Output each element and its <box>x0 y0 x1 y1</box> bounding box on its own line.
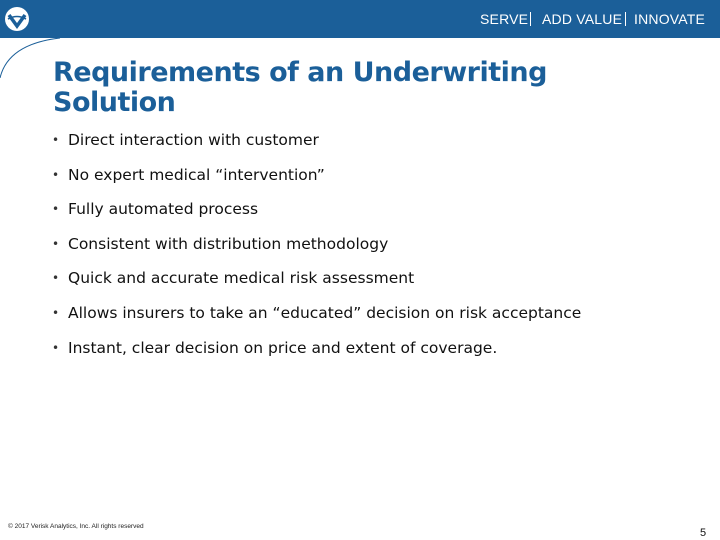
tagline-serve: SERVE <box>480 11 529 27</box>
bullet-text: Allows insurers to take an “educated” decision on risk acceptance <box>68 303 582 322</box>
list-item <box>52 197 581 232</box>
bullet-text: Fully automated process <box>68 200 259 219</box>
tagline-add-value: ADD VALUE <box>542 11 623 27</box>
bullet-text: Direct interaction with customer <box>68 131 319 149</box>
header-bar <box>0 0 720 38</box>
bullet-dot-icon: • <box>52 271 60 286</box>
list-item <box>52 266 581 301</box>
bullet-dot-icon: • <box>52 305 60 320</box>
list-item <box>52 163 581 198</box>
bullet-text: No expert medical “intervention” <box>68 165 325 184</box>
bullet-dot-icon: • <box>52 167 60 182</box>
list-item <box>52 336 581 371</box>
bullet-list <box>52 128 581 370</box>
bullet-dot-icon: • <box>52 133 60 147</box>
copyright-footer: © 2017 Verisk Analytics, Inc. All rights reserved <box>8 523 144 530</box>
list-item <box>52 301 581 336</box>
bullet-text: Instant, clear decision on price and extent of coverage. <box>68 338 498 357</box>
bullet-dot-icon: • <box>52 340 60 355</box>
bullet-text: Consistent with distribution methodology <box>68 234 389 253</box>
bullet-text: Quick and accurate medical risk assessment <box>68 269 415 288</box>
tagline-divider <box>530 12 531 26</box>
tagline-innovate: INNOVATE <box>634 11 706 27</box>
bullet-dot-icon: • <box>52 202 60 217</box>
slide-title: Requirements of an Underwriting Solution <box>53 57 547 118</box>
list-item <box>52 128 581 163</box>
bullet-dot-icon: • <box>52 236 60 251</box>
company-logo-icon <box>4 6 30 32</box>
tagline-divider <box>625 12 626 26</box>
list-item <box>52 232 581 267</box>
page-number: 5 <box>700 527 707 539</box>
